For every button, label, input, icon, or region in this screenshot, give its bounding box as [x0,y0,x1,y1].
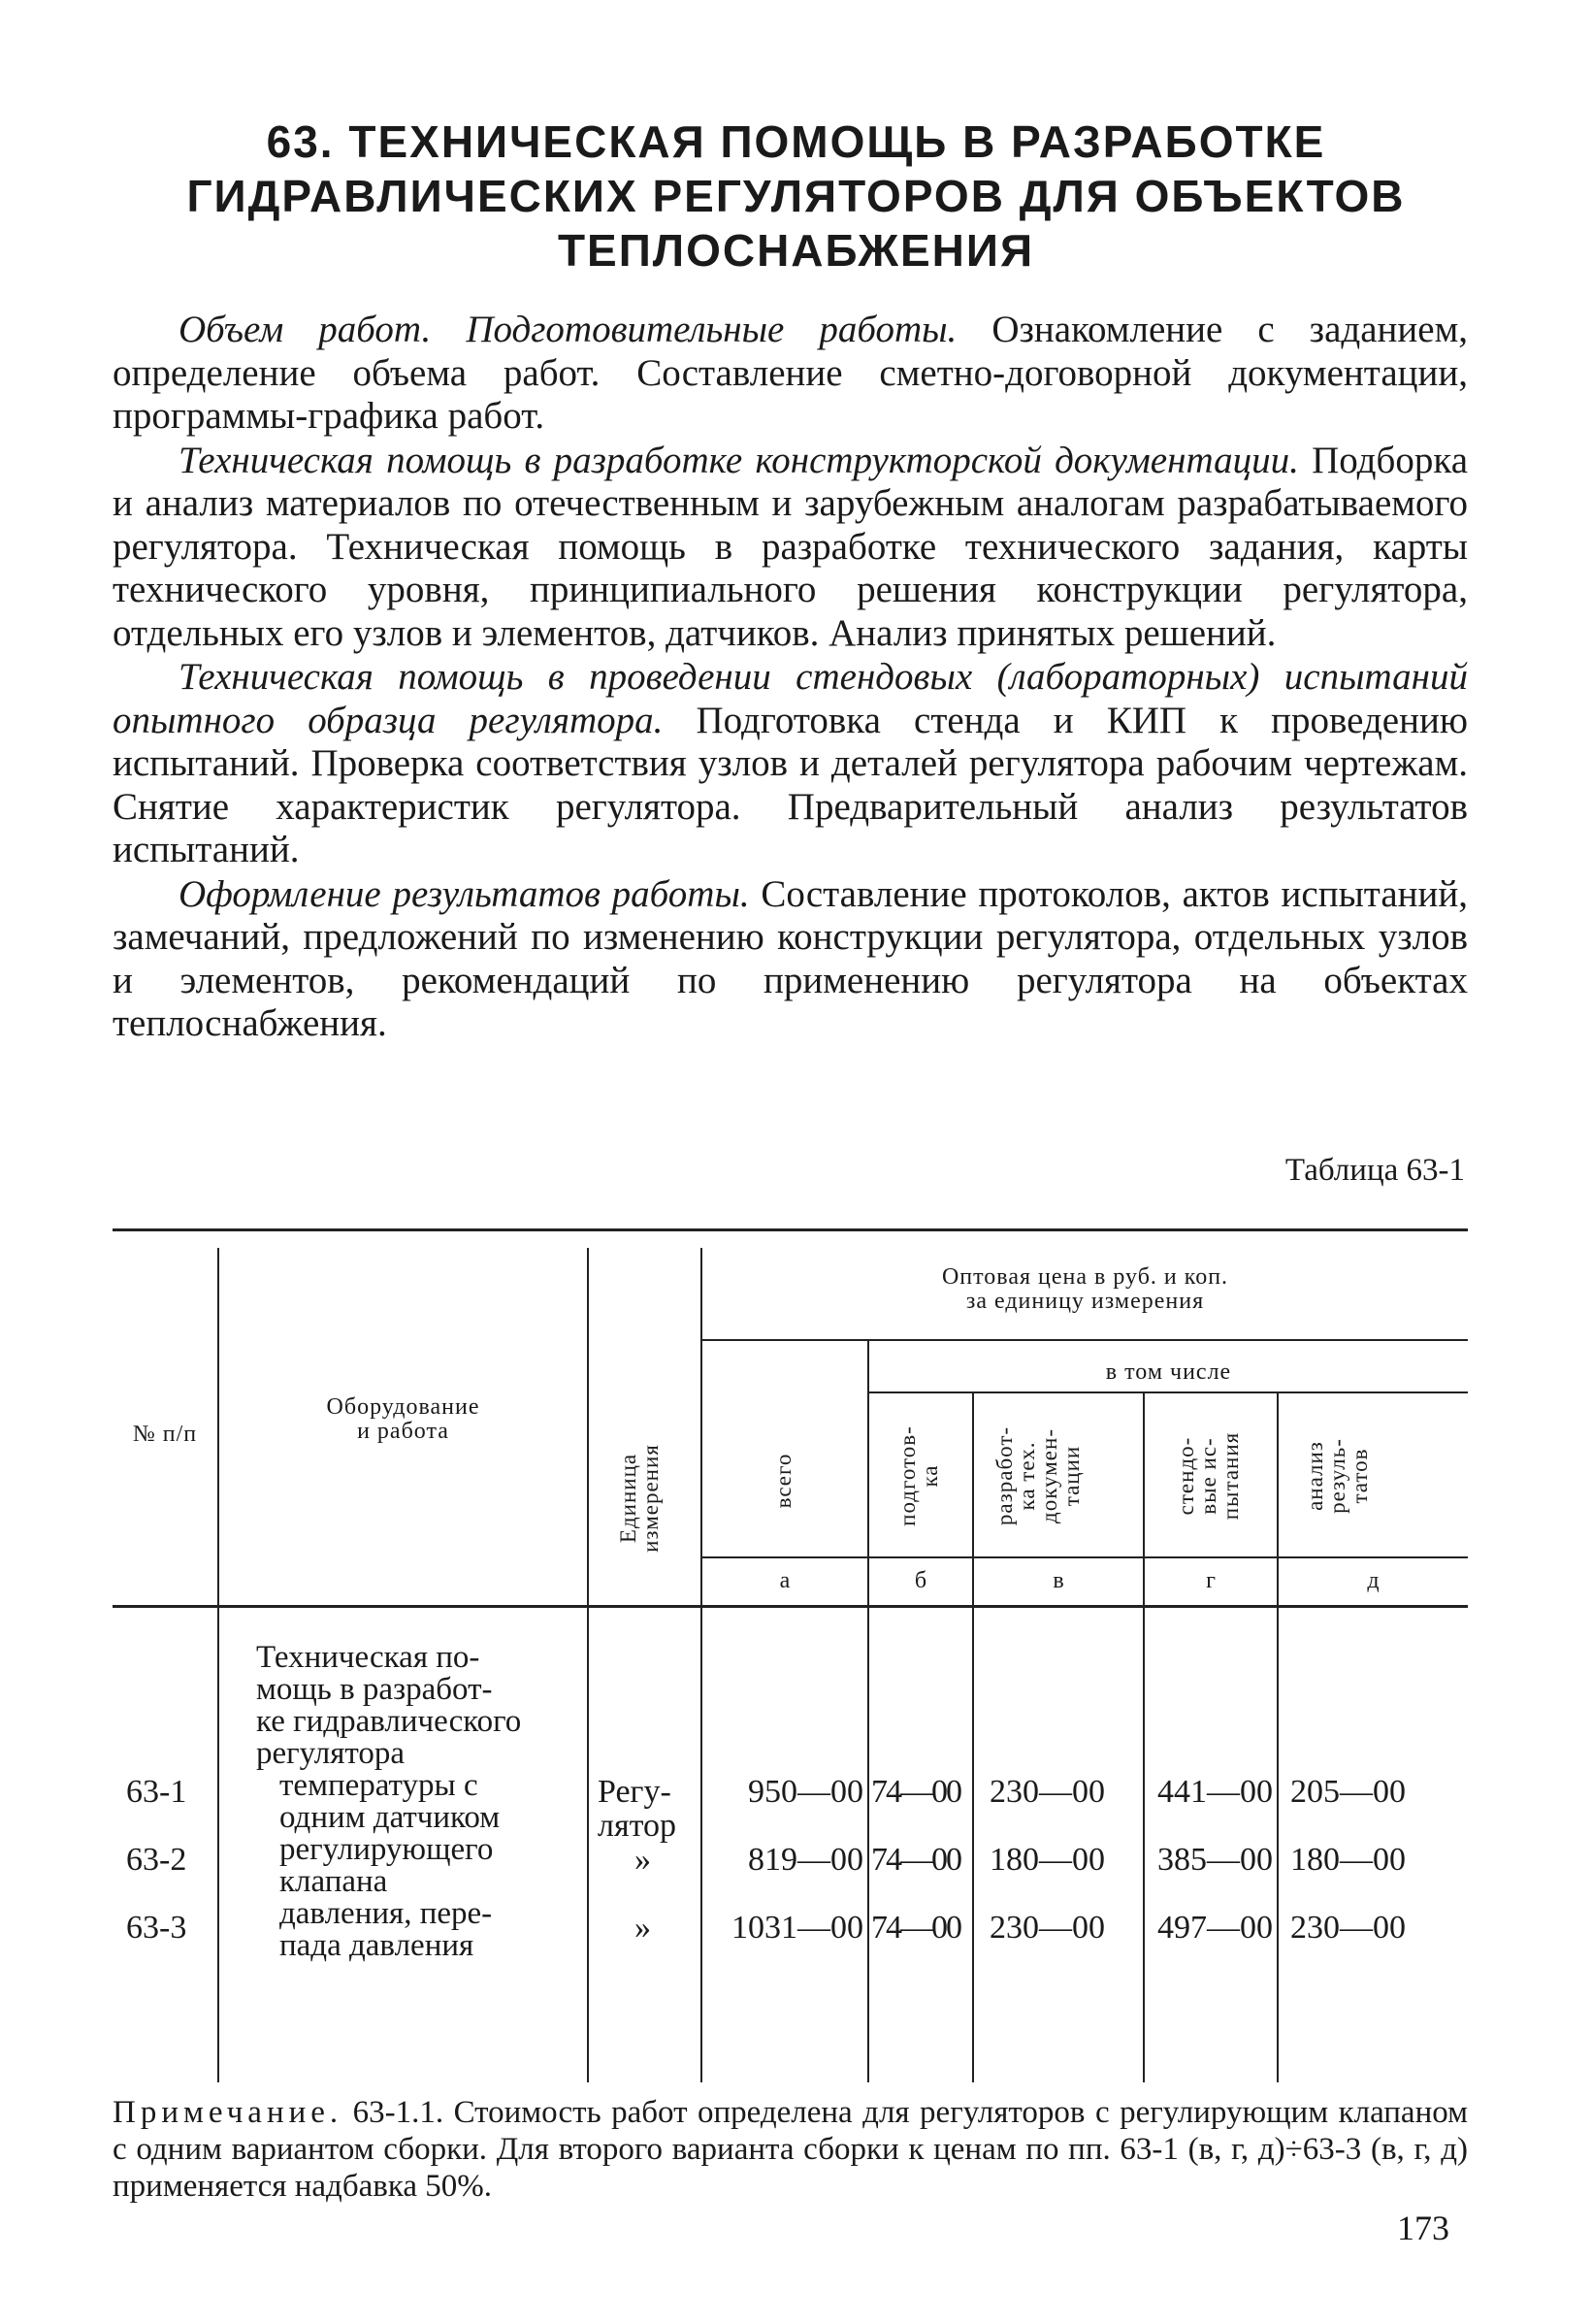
desc-line: одним датчиком [279,1800,501,1835]
row-1-num: 63-1 [126,1774,187,1810]
paragraph-2 [113,440,1468,656]
header-analysis: анализ резуль- татов [1303,1438,1372,1514]
desc-line: давления, пере- [279,1896,493,1931]
row-1-prep: 74—00 [871,1774,960,1810]
paragraph-heading: Техническая помощь в разработке конструкторской документации. [179,439,1299,481]
col-rule-2 [587,1248,589,2082]
row-3-prep: 74—00 [871,1910,960,1946]
row-2-bench: 385—00 [1157,1842,1273,1878]
row-2-num: 63-2 [126,1842,187,1878]
price-table [113,1228,1468,2082]
paragraph-3 [113,656,1468,872]
title-line-3: ТЕПЛОСНАБЖЕНИЯ [557,225,1035,276]
col-rule-5 [972,1391,974,2082]
row-3-total: 1031—00 [731,1910,863,1946]
row-2-prep: 74—00 [871,1842,960,1878]
price-header-rule [700,1339,1468,1341]
paragraph-text: Составление протоколов, актов испытаний, замечаний, предложений по изменению конструкции регулятора, отдельных узлов и элементов, рекомендаций по применению регулятора на объектах теплоснабжения. [113,872,1468,1044]
paragraph-4 [113,873,1468,1046]
row-1-dev: 230—00 [990,1774,1105,1810]
row-2-total: 819—00 [748,1842,863,1878]
col-rule-1 [217,1248,219,2082]
title-line-1: 63. ТЕХНИЧЕСКАЯ ПОМОЩЬ В РАЗРАБОТКЕ [266,116,1326,167]
letters-rule [700,1556,1468,1558]
table-caption: Таблица 63-1 [1284,1153,1465,1188]
header-unit: Единица измерения [616,1444,663,1553]
row-1-analysis: 205—00 [1290,1774,1406,1810]
paragraph-heading: Объем работ. Подготовительные работы. [179,309,958,350]
col-rule-4 [867,1339,869,2082]
desc-line: клапана [279,1864,388,1899]
header-total: всего [771,1453,796,1509]
row-1-unit2: лятор [598,1808,677,1844]
including-rule [867,1391,1468,1393]
header-prep: подготов- ка [895,1425,942,1526]
row-1-unit: Регу- [598,1774,671,1810]
header-num: № п/п [132,1422,198,1447]
row-3-dev: 230—00 [990,1910,1105,1946]
header-bench: стендо- вые ис- пытания [1174,1431,1243,1521]
title-line-2: ГИДРАВЛИЧЕСКИХ РЕГУЛЯТОРОВ ДЛЯ ОБЪЕКТОВ [186,171,1406,221]
note-text: 63-1.1. Стоимость работ определена для регуляторов с регулирующим клапаном с одним вариантом сборки. Для второго варианта сборки к ценам по пп. 63-1 (в, г, д)÷63-3 (в, г, д) применяется надбавка 50%. [113,2095,1468,2204]
letter-v: в [1053,1568,1064,1593]
letter-d: д [1367,1568,1380,1593]
header-including: в том числе [1105,1359,1232,1385]
header-price-1: Оптовая цена в руб. и коп. [941,1264,1229,1290]
paragraph-heading: Техническая помощь в проведении стендовых (лабораторных) испытаний опытного образца регулятора. [113,656,1468,741]
row-3-bench: 497—00 [1157,1910,1273,1946]
col-rule-7 [1277,1391,1279,2082]
header-price-2: за единицу измерения [965,1289,1205,1314]
header-dev: разработ- ка тех. докумен- тации [992,1425,1084,1526]
desc-line: пада давления [279,1928,474,1963]
desc-line: мощь в разработ- [256,1672,493,1707]
desc-line: Техническая по- [256,1640,480,1675]
paragraph-text: Ознакомление с заданием, определение объема работ. Составление сметно-договорной документации, программы-графика работ. [113,309,1469,437]
row-2-unit: » [634,1842,651,1878]
row-3-analysis: 230—00 [1290,1910,1406,1946]
row-2-dev: 180—00 [990,1842,1105,1878]
letter-g: г [1206,1568,1216,1593]
letter-a: а [779,1568,791,1593]
letter-b: б [914,1568,927,1593]
page-title [146,115,1446,278]
row-2-analysis: 180—00 [1290,1842,1406,1878]
row-1-total: 950—00 [748,1774,863,1810]
col-rule-3 [700,1248,702,2082]
table-top-rule [113,1228,1468,1231]
header-equipment-2: и работа [357,1419,449,1444]
row-3-unit: » [634,1910,651,1946]
header-equipment-1: Оборудование [326,1394,480,1420]
header-bottom-rule [113,1605,1468,1608]
body-text [113,309,1468,1047]
paragraph-heading: Оформление результатов работы. [179,872,750,915]
paragraph-1 [113,309,1468,439]
description-cell [256,1642,576,1962]
paragraph-text: Подготовка стенда и КИП к проведению испытаний. Проверка соответствия узлов и деталей регулятора рабочим чертежам. Снятие характеристик регулятора. Предварительный анализ результатов испытаний. [113,699,1468,870]
paragraph-text: Подборка и анализ материалов по отечественным и зарубежным аналогам разрабатываемого регулятора. Техническая помощь в разработке технического задания, карты технического уровня, принципиального решения конструкции регулятора, отдельных его узлов и элементов, датчиков. Анализ принятых решений. [113,439,1469,654]
row-1-bench: 441—00 [1157,1774,1273,1810]
desc-line: ке гидравлического [256,1704,522,1739]
desc-line: регулятора [256,1736,406,1771]
table-note [113,2094,1468,2205]
desc-line: регулирующего [279,1832,494,1867]
page-number: 173 [1397,2209,1449,2247]
desc-line: температуры с [279,1768,478,1803]
col-rule-6 [1143,1391,1145,2082]
row-3-num: 63-3 [126,1910,187,1946]
note-label: Примечание. [113,2095,343,2130]
